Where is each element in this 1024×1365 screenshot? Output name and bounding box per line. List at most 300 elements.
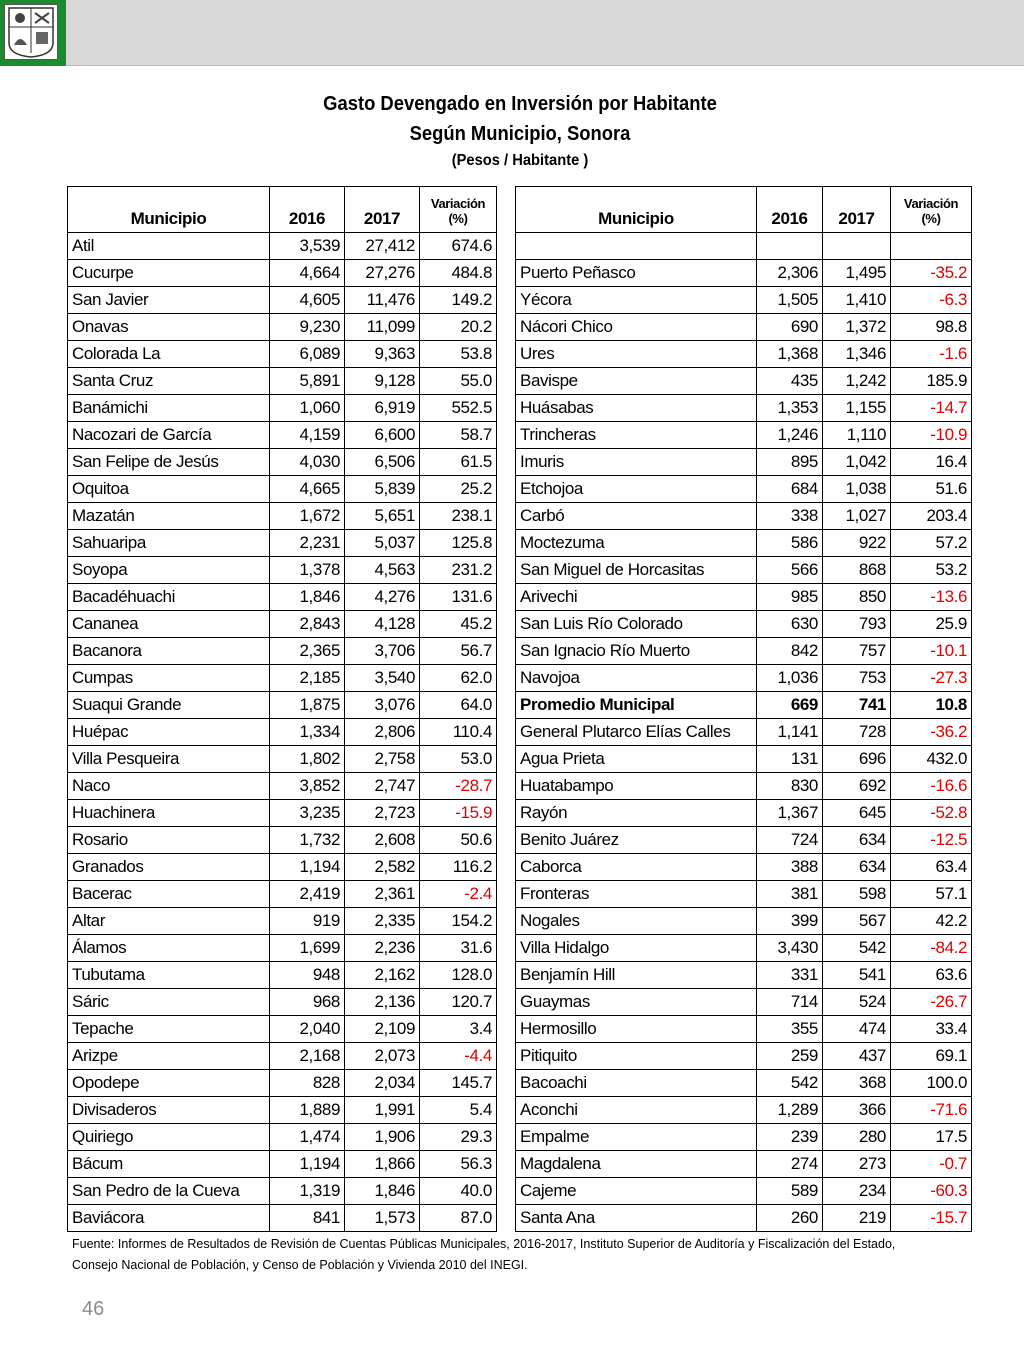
source-note bbox=[72, 1234, 972, 1276]
table-row bbox=[516, 1097, 972, 1124]
value-2016-cell: 131 bbox=[757, 746, 823, 773]
left-table bbox=[67, 186, 497, 1232]
value-2017-cell: 2,361 bbox=[345, 881, 420, 908]
municipio-cell: Tubutama bbox=[68, 962, 270, 989]
table-row bbox=[68, 233, 497, 260]
value-2016-cell: 1,802 bbox=[270, 746, 345, 773]
table-row bbox=[68, 881, 497, 908]
municipio-cell: Onavas bbox=[68, 314, 270, 341]
variation-cell: 98.8 bbox=[891, 314, 972, 341]
variation-cell: 131.6 bbox=[420, 584, 497, 611]
municipio-cell: Magdalena bbox=[516, 1151, 757, 1178]
value-2016-cell: 2,231 bbox=[270, 530, 345, 557]
value-2016-cell: 828 bbox=[270, 1070, 345, 1097]
municipio-cell: Hermosillo bbox=[516, 1016, 757, 1043]
value-2017-cell: 11,099 bbox=[345, 314, 420, 341]
value-2017-cell: 850 bbox=[823, 584, 891, 611]
variation-cell: -0.7 bbox=[891, 1151, 972, 1178]
municipio-cell: Huépac bbox=[68, 719, 270, 746]
municipio-cell: Baviácora bbox=[68, 1205, 270, 1232]
table-row bbox=[516, 1178, 972, 1205]
value-2017-cell: 1,495 bbox=[823, 260, 891, 287]
variation-cell: 53.8 bbox=[420, 341, 497, 368]
value-2016-cell: 338 bbox=[757, 503, 823, 530]
value-2016-cell: 1,194 bbox=[270, 1151, 345, 1178]
variation-cell: 110.4 bbox=[420, 719, 497, 746]
value-2017-cell: 2,582 bbox=[345, 854, 420, 881]
municipio-cell: Bacoachi bbox=[516, 1070, 757, 1097]
value-2017-cell: 2,034 bbox=[345, 1070, 420, 1097]
header-pct-label: (%) bbox=[448, 211, 468, 226]
value-2017-cell: 2,073 bbox=[345, 1043, 420, 1070]
value-2016-cell: 259 bbox=[757, 1043, 823, 1070]
variation-cell: 432.0 bbox=[891, 746, 972, 773]
value-2017-cell: 793 bbox=[823, 611, 891, 638]
value-2016-cell: 3,852 bbox=[270, 773, 345, 800]
variation-cell: 56.3 bbox=[420, 1151, 497, 1178]
municipio-cell: Empalme bbox=[516, 1124, 757, 1151]
value-2016-cell: 3,539 bbox=[270, 233, 345, 260]
municipio-cell: Pitiquito bbox=[516, 1043, 757, 1070]
value-2017-cell: 2,747 bbox=[345, 773, 420, 800]
value-2017-cell: 2,162 bbox=[345, 962, 420, 989]
value-2016-cell: 3,235 bbox=[270, 800, 345, 827]
municipio-cell: Bácum bbox=[68, 1151, 270, 1178]
municipio-cell: Cumpas bbox=[68, 665, 270, 692]
municipio-cell: Tepache bbox=[68, 1016, 270, 1043]
table-row bbox=[516, 854, 972, 881]
value-2017-cell: 2,723 bbox=[345, 800, 420, 827]
variation-cell: -71.6 bbox=[891, 1097, 972, 1124]
value-2017-cell: 437 bbox=[823, 1043, 891, 1070]
value-2016-cell: 714 bbox=[757, 989, 823, 1016]
table-row bbox=[68, 341, 497, 368]
value-2017-cell: 3,706 bbox=[345, 638, 420, 665]
table-row bbox=[516, 287, 972, 314]
value-2017-cell: 11,476 bbox=[345, 287, 420, 314]
table-row bbox=[516, 800, 972, 827]
value-2016-cell: 968 bbox=[270, 989, 345, 1016]
municipio-cell: Ures bbox=[516, 341, 757, 368]
variation-cell: 57.1 bbox=[891, 881, 972, 908]
variation-cell: 53.0 bbox=[420, 746, 497, 773]
value-2016-cell: 1,474 bbox=[270, 1124, 345, 1151]
municipio-cell: Villa Pesqueira bbox=[68, 746, 270, 773]
value-2017-cell: 27,412 bbox=[345, 233, 420, 260]
left-table-body bbox=[68, 233, 497, 1232]
value-2016-cell: 669 bbox=[757, 692, 823, 719]
table-row bbox=[68, 530, 497, 557]
value-2017-cell: 1,906 bbox=[345, 1124, 420, 1151]
value-2017-cell: 1,372 bbox=[823, 314, 891, 341]
value-2017-cell: 1,846 bbox=[345, 1178, 420, 1205]
header-2016: 2016 bbox=[757, 187, 823, 233]
municipio-cell: San Luis Río Colorado bbox=[516, 611, 757, 638]
value-2016-cell: 5,891 bbox=[270, 368, 345, 395]
source-note-line-1: Fuente: Informes de Resultados de Revisión de Cuentas Públicas Municipales, 2016-2017, Instituto Superior de Auditoría y Fiscalización del Estado, bbox=[72, 1237, 896, 1251]
value-2016-cell: 895 bbox=[757, 449, 823, 476]
value-2016-cell: 355 bbox=[757, 1016, 823, 1043]
municipio-cell: Soyopa bbox=[68, 557, 270, 584]
table-row bbox=[516, 449, 972, 476]
table-row bbox=[516, 530, 972, 557]
value-2017-cell: 868 bbox=[823, 557, 891, 584]
variation-cell: 51.6 bbox=[891, 476, 972, 503]
variation-cell: 25.9 bbox=[891, 611, 972, 638]
table-row bbox=[516, 584, 972, 611]
variation-cell: 56.7 bbox=[420, 638, 497, 665]
variation-cell: -6.3 bbox=[891, 287, 972, 314]
table-row bbox=[516, 827, 972, 854]
municipio-cell: Caborca bbox=[516, 854, 757, 881]
variation-cell: -4.4 bbox=[420, 1043, 497, 1070]
variation-cell: 231.2 bbox=[420, 557, 497, 584]
variation-cell: -84.2 bbox=[891, 935, 972, 962]
variation-cell: -15.7 bbox=[891, 1205, 972, 1232]
municipio-cell: Villa Hidalgo bbox=[516, 935, 757, 962]
municipio-cell: Atil bbox=[68, 233, 270, 260]
municipio-cell: Arizpe bbox=[68, 1043, 270, 1070]
header-variacion-label: Variación bbox=[903, 196, 959, 211]
value-2016-cell: 1,353 bbox=[757, 395, 823, 422]
variation-cell: -35.2 bbox=[891, 260, 972, 287]
municipio-cell: Santa Cruz bbox=[68, 368, 270, 395]
table-row bbox=[516, 395, 972, 422]
variation-cell: 31.6 bbox=[420, 935, 497, 962]
header-municipio: Municipio bbox=[516, 187, 757, 233]
value-2017-cell: 2,758 bbox=[345, 746, 420, 773]
value-2017-cell: 273 bbox=[823, 1151, 891, 1178]
variation-cell: 145.7 bbox=[420, 1070, 497, 1097]
header-green-block bbox=[0, 0, 66, 66]
value-2017-cell: 474 bbox=[823, 1016, 891, 1043]
variation-cell: 154.2 bbox=[420, 908, 497, 935]
variation-cell: 16.4 bbox=[891, 449, 972, 476]
municipio-cell: Quiriego bbox=[68, 1124, 270, 1151]
variation-cell: 674.6 bbox=[420, 233, 497, 260]
variation-cell: -14.7 bbox=[891, 395, 972, 422]
municipio-cell: Arivechi bbox=[516, 584, 757, 611]
table-row bbox=[68, 503, 497, 530]
units-label: (Pesos / Habitante ) bbox=[451, 152, 589, 169]
table-row bbox=[516, 260, 972, 287]
page-title: Gasto Devengado en Inversión por Habitante bbox=[323, 93, 717, 115]
variation-cell: 61.5 bbox=[420, 449, 497, 476]
table-row bbox=[516, 908, 972, 935]
value-2017-cell: 1,110 bbox=[823, 422, 891, 449]
municipio-cell: Divisaderos bbox=[68, 1097, 270, 1124]
variation-cell: 69.1 bbox=[891, 1043, 972, 1070]
municipio-cell: Mazatán bbox=[68, 503, 270, 530]
value-2016-cell: 2,306 bbox=[757, 260, 823, 287]
variation-cell: 484.8 bbox=[420, 260, 497, 287]
value-2016-cell: 1,367 bbox=[757, 800, 823, 827]
municipio-cell: Trincheras bbox=[516, 422, 757, 449]
value-2016-cell: 1,699 bbox=[270, 935, 345, 962]
municipio-cell: San Miguel de Horcasitas bbox=[516, 557, 757, 584]
variation-cell: -52.8 bbox=[891, 800, 972, 827]
value-2017-cell: 9,128 bbox=[345, 368, 420, 395]
table-row bbox=[68, 395, 497, 422]
value-2017-cell: 541 bbox=[823, 962, 891, 989]
value-2017-cell: 6,919 bbox=[345, 395, 420, 422]
municipio-cell: Imuris bbox=[516, 449, 757, 476]
value-2017-cell: 1,042 bbox=[823, 449, 891, 476]
municipio-cell: Cucurpe bbox=[68, 260, 270, 287]
variation-cell: 25.2 bbox=[420, 476, 497, 503]
value-2017-cell: 634 bbox=[823, 827, 891, 854]
municipio-cell: Bacadéhuachi bbox=[68, 584, 270, 611]
table-row bbox=[516, 1043, 972, 1070]
value-2017-cell: 234 bbox=[823, 1178, 891, 1205]
variation-cell: 120.7 bbox=[420, 989, 497, 1016]
table-row bbox=[68, 935, 497, 962]
municipio-cell: Huatabampo bbox=[516, 773, 757, 800]
table-row bbox=[516, 692, 972, 719]
variation-cell: 45.2 bbox=[420, 611, 497, 638]
table-row bbox=[68, 1016, 497, 1043]
variation-cell: 100.0 bbox=[891, 1070, 972, 1097]
municipio-cell: Colorada La bbox=[68, 341, 270, 368]
value-2016-cell: 1,036 bbox=[757, 665, 823, 692]
value-2016-cell: 435 bbox=[757, 368, 823, 395]
variation-cell: -27.3 bbox=[891, 665, 972, 692]
value-2017-cell: 27,276 bbox=[345, 260, 420, 287]
table-row bbox=[516, 719, 972, 746]
header-variacion bbox=[420, 187, 497, 233]
value-2016-cell: 1,060 bbox=[270, 395, 345, 422]
value-2016-cell: 2,365 bbox=[270, 638, 345, 665]
municipio-cell: Oquitoa bbox=[68, 476, 270, 503]
header-2016: 2016 bbox=[270, 187, 345, 233]
municipio-cell: Fronteras bbox=[516, 881, 757, 908]
table-row bbox=[68, 854, 497, 881]
municipio-cell: San Ignacio Río Muerto bbox=[516, 638, 757, 665]
variation-cell: 50.6 bbox=[420, 827, 497, 854]
table-row bbox=[68, 1205, 497, 1232]
table-row bbox=[68, 962, 497, 989]
variation-cell: 203.4 bbox=[891, 503, 972, 530]
municipio-cell: Huásabas bbox=[516, 395, 757, 422]
table-row bbox=[516, 1205, 972, 1232]
municipio-cell: Banámichi bbox=[68, 395, 270, 422]
table-header-row bbox=[68, 187, 497, 233]
variation-cell: 5.4 bbox=[420, 1097, 497, 1124]
value-2017-cell: 753 bbox=[823, 665, 891, 692]
value-2016-cell: 919 bbox=[270, 908, 345, 935]
table-row bbox=[516, 422, 972, 449]
municipio-cell: Granados bbox=[68, 854, 270, 881]
value-2016-cell: 1,505 bbox=[757, 287, 823, 314]
value-2017-cell: 2,236 bbox=[345, 935, 420, 962]
value-2016-cell: 4,665 bbox=[270, 476, 345, 503]
value-2016-cell: 566 bbox=[757, 557, 823, 584]
table-row bbox=[68, 422, 497, 449]
value-2017-cell: 757 bbox=[823, 638, 891, 665]
table-row bbox=[68, 638, 497, 665]
municipio-cell: Santa Ana bbox=[516, 1205, 757, 1232]
value-2016-cell: 1,334 bbox=[270, 719, 345, 746]
municipio-cell: Nogales bbox=[516, 908, 757, 935]
value-2016-cell: 1,846 bbox=[270, 584, 345, 611]
value-2016-cell: 9,230 bbox=[270, 314, 345, 341]
value-2017-cell: 2,335 bbox=[345, 908, 420, 935]
municipio-cell: Cajeme bbox=[516, 1178, 757, 1205]
variation-cell: 57.2 bbox=[891, 530, 972, 557]
variation-cell: -1.6 bbox=[891, 341, 972, 368]
value-2016-cell: 4,030 bbox=[270, 449, 345, 476]
variation-cell: 20.2 bbox=[420, 314, 497, 341]
value-2016-cell: 1,732 bbox=[270, 827, 345, 854]
value-2016-cell: 724 bbox=[757, 827, 823, 854]
variation-cell: 42.2 bbox=[891, 908, 972, 935]
value-2016-cell: 2,040 bbox=[270, 1016, 345, 1043]
table-row bbox=[68, 260, 497, 287]
variation-cell: 40.0 bbox=[420, 1178, 497, 1205]
value-2017-cell: 5,037 bbox=[345, 530, 420, 557]
variation-cell: 3.4 bbox=[420, 1016, 497, 1043]
variation-cell: -15.9 bbox=[420, 800, 497, 827]
table-row bbox=[516, 989, 972, 1016]
value-2016-cell: 684 bbox=[757, 476, 823, 503]
value-2017-cell: 2,109 bbox=[345, 1016, 420, 1043]
municipio-cell: Carbó bbox=[516, 503, 757, 530]
variation-cell: 238.1 bbox=[420, 503, 497, 530]
value-2017-cell: 542 bbox=[823, 935, 891, 962]
variation-cell: -13.6 bbox=[891, 584, 972, 611]
value-2016-cell: 331 bbox=[757, 962, 823, 989]
table-row bbox=[516, 476, 972, 503]
page-subtitle: Según Municipio, Sonora bbox=[409, 123, 631, 145]
municipio-cell: Bacanora bbox=[68, 638, 270, 665]
table-row bbox=[516, 881, 972, 908]
page-number: 46 bbox=[82, 1298, 105, 1320]
municipio-cell: San Pedro de la Cueva bbox=[68, 1178, 270, 1205]
variation-cell: 17.5 bbox=[891, 1124, 972, 1151]
municipio-cell: Moctezuma bbox=[516, 530, 757, 557]
table-row bbox=[516, 638, 972, 665]
municipio-cell: San Felipe de Jesús bbox=[68, 449, 270, 476]
header-variacion-label: Variación bbox=[430, 196, 486, 211]
variation-cell: -16.6 bbox=[891, 773, 972, 800]
right-table-body bbox=[516, 233, 972, 1232]
value-2017-cell: 1,155 bbox=[823, 395, 891, 422]
value-2016-cell: 274 bbox=[757, 1151, 823, 1178]
value-2016-cell: 985 bbox=[757, 584, 823, 611]
value-2017-cell: 1,346 bbox=[823, 341, 891, 368]
table-row bbox=[516, 314, 972, 341]
value-2016-cell: 542 bbox=[757, 1070, 823, 1097]
table-row bbox=[68, 773, 497, 800]
municipio-cell: General Plutarco Elías Calles bbox=[516, 719, 757, 746]
value-2016-cell: 1,194 bbox=[270, 854, 345, 881]
table-row bbox=[68, 611, 497, 638]
value-2016-cell: 1,378 bbox=[270, 557, 345, 584]
table-row bbox=[68, 1043, 497, 1070]
table-row bbox=[516, 773, 972, 800]
table-row bbox=[68, 1070, 497, 1097]
value-2017-cell: 6,600 bbox=[345, 422, 420, 449]
variation-cell: 53.2 bbox=[891, 557, 972, 584]
value-2017-cell: 1,573 bbox=[345, 1205, 420, 1232]
municipio-cell: Aconchi bbox=[516, 1097, 757, 1124]
variation-cell: -28.7 bbox=[420, 773, 497, 800]
table-row bbox=[68, 1151, 497, 1178]
table-row bbox=[68, 908, 497, 935]
value-2016-cell: 4,605 bbox=[270, 287, 345, 314]
value-2016-cell: 948 bbox=[270, 962, 345, 989]
value-2016-cell: 260 bbox=[757, 1205, 823, 1232]
table-row bbox=[68, 719, 497, 746]
value-2017-cell: 741 bbox=[823, 692, 891, 719]
value-2016-cell bbox=[757, 233, 823, 260]
value-2017-cell: 1,991 bbox=[345, 1097, 420, 1124]
value-2016-cell: 630 bbox=[757, 611, 823, 638]
variation-cell: -60.3 bbox=[891, 1178, 972, 1205]
table-row bbox=[516, 503, 972, 530]
source-note-line-2: Consejo Nacional de Población, y Censo de Población y Vivienda 2010 del INEGI. bbox=[72, 1258, 528, 1272]
value-2016-cell: 1,672 bbox=[270, 503, 345, 530]
value-2017-cell: 3,076 bbox=[345, 692, 420, 719]
table-header-row bbox=[516, 187, 972, 233]
municipio-cell: Altar bbox=[68, 908, 270, 935]
variation-cell: 55.0 bbox=[420, 368, 497, 395]
municipio-cell: Yécora bbox=[516, 287, 757, 314]
table-row bbox=[516, 1070, 972, 1097]
value-2016-cell: 690 bbox=[757, 314, 823, 341]
variation-cell: 62.0 bbox=[420, 665, 497, 692]
value-2017-cell: 1,027 bbox=[823, 503, 891, 530]
header-municipio: Municipio bbox=[68, 187, 270, 233]
value-2017-cell: 598 bbox=[823, 881, 891, 908]
table-row bbox=[516, 368, 972, 395]
municipio-cell: Benjamín Hill bbox=[516, 962, 757, 989]
right-table bbox=[515, 186, 972, 1232]
variation-cell: -26.7 bbox=[891, 989, 972, 1016]
variation-cell: 33.4 bbox=[891, 1016, 972, 1043]
table-row bbox=[68, 449, 497, 476]
variation-cell: 128.0 bbox=[420, 962, 497, 989]
variation-cell: 63.4 bbox=[891, 854, 972, 881]
table-row bbox=[68, 665, 497, 692]
municipio-cell: Cananea bbox=[68, 611, 270, 638]
municipio-cell: Sáric bbox=[68, 989, 270, 1016]
municipio-cell: Rosario bbox=[68, 827, 270, 854]
value-2017-cell: 728 bbox=[823, 719, 891, 746]
table-row bbox=[516, 1016, 972, 1043]
value-2016-cell: 2,419 bbox=[270, 881, 345, 908]
municipio-cell: Nácori Chico bbox=[516, 314, 757, 341]
table-row bbox=[68, 584, 497, 611]
value-2016-cell: 586 bbox=[757, 530, 823, 557]
variation-cell: 29.3 bbox=[420, 1124, 497, 1151]
value-2016-cell: 388 bbox=[757, 854, 823, 881]
table-row bbox=[68, 1178, 497, 1205]
value-2017-cell: 2,136 bbox=[345, 989, 420, 1016]
value-2017-cell: 1,242 bbox=[823, 368, 891, 395]
value-2017-cell: 2,608 bbox=[345, 827, 420, 854]
variation-cell: 63.6 bbox=[891, 962, 972, 989]
variation-cell: -10.9 bbox=[891, 422, 972, 449]
header-pct-label: (%) bbox=[921, 211, 941, 226]
value-2016-cell: 1,319 bbox=[270, 1178, 345, 1205]
value-2016-cell: 4,159 bbox=[270, 422, 345, 449]
value-2017-cell: 3,540 bbox=[345, 665, 420, 692]
variation-cell: 116.2 bbox=[420, 854, 497, 881]
value-2016-cell: 381 bbox=[757, 881, 823, 908]
header-2017: 2017 bbox=[345, 187, 420, 233]
municipio-cell: San Javier bbox=[68, 287, 270, 314]
